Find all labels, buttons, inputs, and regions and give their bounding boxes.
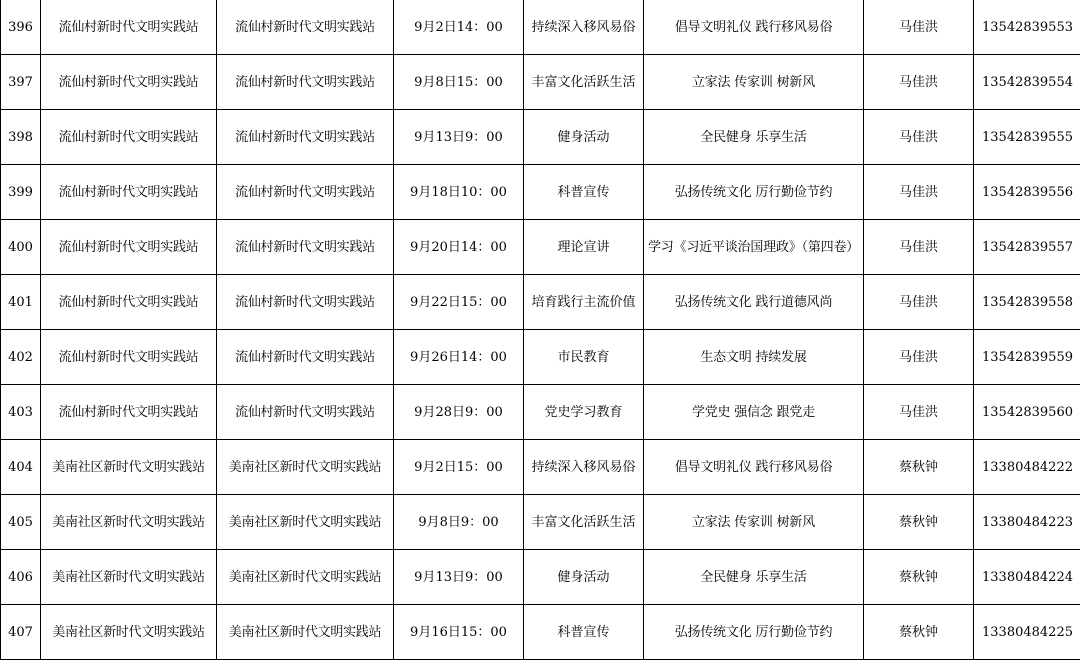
table-row [1,550,1080,605]
category-cell: 科普宣传 [524,165,644,220]
contact-cell: 蔡秋钟 [864,550,974,605]
station-cell: 美南社区新时代文明实践站 [41,440,217,495]
theme-cell: 生态文明 持续发展 [644,330,864,385]
contact-cell: 马佳洪 [864,330,974,385]
station-cell: 流仙村新时代文明实践站 [41,220,217,275]
station-cell: 流仙村新时代文明实践站 [41,385,217,440]
date-time-cell: 9月13日9：00 [394,110,524,165]
category-cell: 持续深入移风易俗 [524,440,644,495]
venue-cell: 流仙村新时代文明实践站 [217,110,394,165]
theme-cell: 倡导文明礼仪 践行移风易俗 [644,0,864,55]
table-body [1,0,1080,660]
contact-cell: 蔡秋钟 [864,605,974,660]
row-number-cell: 402 [1,330,41,385]
table-row [1,55,1080,110]
venue-cell: 流仙村新时代文明实践站 [217,330,394,385]
venue-cell: 美南社区新时代文明实践站 [217,440,394,495]
table-row [1,110,1080,165]
venue-cell: 流仙村新时代文明实践站 [217,275,394,330]
station-cell: 美南社区新时代文明实践站 [41,550,217,605]
category-cell: 健身活动 [524,110,644,165]
station-cell: 流仙村新时代文明实践站 [41,330,217,385]
venue-cell: 流仙村新时代文明实践站 [217,385,394,440]
venue-cell: 流仙村新时代文明实践站 [217,55,394,110]
phone-cell: 13542839553 [974,0,1080,55]
theme-cell: 立家法 传家训 树新风 [644,55,864,110]
station-cell: 流仙村新时代文明实践站 [41,110,217,165]
table-row [1,440,1080,495]
category-cell: 党史学习教育 [524,385,644,440]
phone-cell: 13542839556 [974,165,1080,220]
venue-cell: 流仙村新时代文明实践站 [217,220,394,275]
date-time-cell: 9月8日9：00 [394,495,524,550]
contact-cell: 马佳洪 [864,275,974,330]
row-number-cell: 398 [1,110,41,165]
phone-cell: 13542839555 [974,110,1080,165]
contact-cell: 马佳洪 [864,55,974,110]
date-time-cell: 9月16日15：00 [394,605,524,660]
category-cell: 理论宣讲 [524,220,644,275]
table-row [1,330,1080,385]
category-cell: 持续深入移风易俗 [524,0,644,55]
station-cell: 美南社区新时代文明实践站 [41,495,217,550]
category-cell: 丰富文化活跃生活 [524,495,644,550]
theme-cell: 倡导文明礼仪 践行移风易俗 [644,440,864,495]
theme-cell: 弘扬传统文化 厉行勤俭节约 [644,605,864,660]
date-time-cell: 9月28日9：00 [394,385,524,440]
contact-cell: 马佳洪 [864,385,974,440]
row-number-cell: 407 [1,605,41,660]
contact-cell: 马佳洪 [864,220,974,275]
theme-cell: 学习《习近平谈治国理政》（第四卷） [644,220,864,275]
date-time-cell: 9月22日15：00 [394,275,524,330]
table-row [1,605,1080,660]
row-number-cell: 405 [1,495,41,550]
contact-cell: 马佳洪 [864,110,974,165]
table-row [1,165,1080,220]
row-number-cell: 396 [1,0,41,55]
theme-cell: 学党史 强信念 跟党走 [644,385,864,440]
station-cell: 流仙村新时代文明实践站 [41,165,217,220]
phone-cell: 13380484222 [974,440,1080,495]
row-number-cell: 403 [1,385,41,440]
table-row [1,0,1080,55]
row-number-cell: 399 [1,165,41,220]
theme-cell: 全民健身 乐享生活 [644,550,864,605]
theme-cell: 弘扬传统文化 厉行勤俭节约 [644,165,864,220]
row-number-cell: 404 [1,440,41,495]
station-cell: 流仙村新时代文明实践站 [41,275,217,330]
date-time-cell: 9月8日15：00 [394,55,524,110]
date-time-cell: 9月18日10：00 [394,165,524,220]
category-cell: 健身活动 [524,550,644,605]
theme-cell: 弘扬传统文化 践行道德风尚 [644,275,864,330]
venue-cell: 美南社区新时代文明实践站 [217,605,394,660]
contact-cell: 蔡秋钟 [864,495,974,550]
category-cell: 培育践行主流价值 [524,275,644,330]
venue-cell: 美南社区新时代文明实践站 [217,550,394,605]
phone-cell: 13542839559 [974,330,1080,385]
row-number-cell: 406 [1,550,41,605]
theme-cell: 全民健身 乐享生活 [644,110,864,165]
phone-cell: 13380484224 [974,550,1080,605]
venue-cell: 流仙村新时代文明实践站 [217,0,394,55]
category-cell: 科普宣传 [524,605,644,660]
row-number-cell: 397 [1,55,41,110]
row-number-cell: 400 [1,220,41,275]
phone-cell: 13542839557 [974,220,1080,275]
phone-cell: 13380484223 [974,495,1080,550]
station-cell: 流仙村新时代文明实践站 [41,0,217,55]
table-row [1,495,1080,550]
date-time-cell: 9月26日14：00 [394,330,524,385]
contact-cell: 马佳洪 [864,0,974,55]
table-row [1,220,1080,275]
date-time-cell: 9月20日14：00 [394,220,524,275]
row-number-cell: 401 [1,275,41,330]
contact-cell: 马佳洪 [864,165,974,220]
phone-cell: 13542839560 [974,385,1080,440]
theme-cell: 立家法 传家训 树新风 [644,495,864,550]
date-time-cell: 9月2日14：00 [394,0,524,55]
venue-cell: 美南社区新时代文明实践站 [217,495,394,550]
station-cell: 流仙村新时代文明实践站 [41,55,217,110]
phone-cell: 13542839554 [974,55,1080,110]
phone-cell: 13542839558 [974,275,1080,330]
phone-cell: 13380484225 [974,605,1080,660]
date-time-cell: 9月2日15：00 [394,440,524,495]
table-row [1,275,1080,330]
venue-cell: 流仙村新时代文明实践站 [217,165,394,220]
table-row [1,385,1080,440]
station-cell: 美南社区新时代文明实践站 [41,605,217,660]
category-cell: 丰富文化活跃生活 [524,55,644,110]
date-time-cell: 9月13日9：00 [394,550,524,605]
contact-cell: 蔡秋钟 [864,440,974,495]
category-cell: 市民教育 [524,330,644,385]
